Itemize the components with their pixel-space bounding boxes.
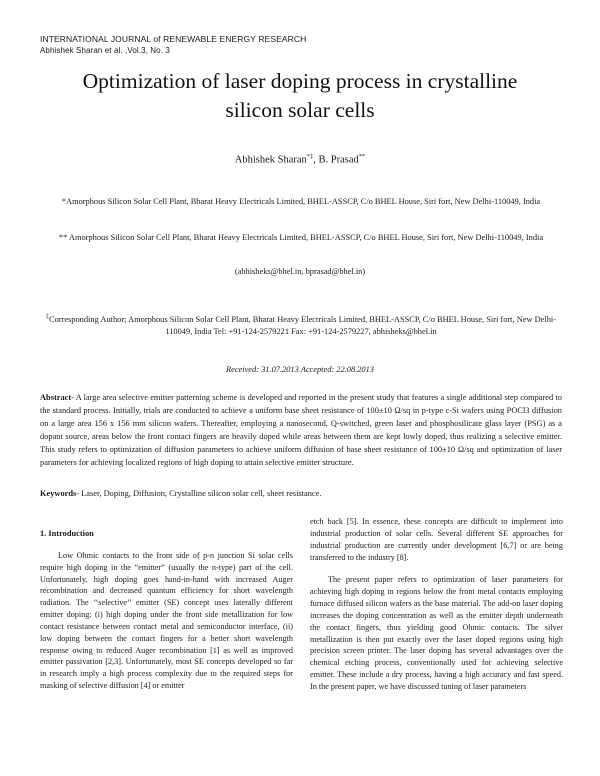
body-column-right <box>310 516 563 693</box>
section-heading-introduction: 1. Introduction <box>40 529 94 538</box>
journal-header <box>40 33 306 57</box>
keywords-label: Keywords <box>40 489 77 498</box>
body-column-left <box>40 516 293 692</box>
author-emails: (abhisheks@bhel.in, bprasad@bhel.in) <box>234 267 366 276</box>
abstract-text: - A large area selective emitter patterning scheme is developed and reported in the present study that features a single additional step compared to the standard process. Initially, trials are conducted to achieve a uniform base sheet resistance of 100±10 Ω/sq in p-type c-Si wafers using POCl3 diffusion on a large area 156 x 156 mm silicon wafers. Thereafter, employing a nanosecond, Q-switched, green laser and phosphosilicate glass layer (PSG) as a dopant source, areas below the front contact fingers are heavily doped while areas between them are kept lowly doped, thus realizing a selective emitter. This study refers to optimization of diffusion parameters to achieve uniform diffusion of base sheet resistance of 100±10 Ω/sq and optimization of laser parameters for achieving localized regions of high doping to attain selective emitter structure. <box>40 393 562 467</box>
corresponding-mark: ‡ <box>45 314 49 320</box>
author-2-marks: ** <box>358 153 366 160</box>
author-list <box>0 153 600 166</box>
paragraph-gap <box>310 563 563 574</box>
journal-citation: Abhishek Sharan et al. ,Vol.3, No. 3 <box>40 46 170 55</box>
author-2: B. Prasad <box>318 154 359 166</box>
journal-name: INTERNATIONAL JOURNAL of RENEWABLE ENERGY RESEARCH <box>40 34 307 44</box>
received-accepted-dates: Received: 31.07.2013 Accepted: 22.08.2013 <box>226 365 374 374</box>
affiliation-1: *Amorphous Silicon Solar Cell Plant, Bharat Heavy Electricals Limited, BHEL-ASSCP, C/o BHEL House, Siri fort, New Delhi-110049, India <box>61 197 541 206</box>
corresponding-text: Corresponding Author; Amorphous Silicon Solar Cell Plant, Bharat Heavy Electricals Limited, BHEL-ASSCP, C/o BHEL House, Siri fort, New Delhi-110049, India Tel: +91-124-2579221 Fax: +91-124-2579227, abhisheks@bhel.in <box>48 314 557 337</box>
author-separator: , <box>313 154 319 166</box>
author-1: Abhishek Sharan <box>234 154 307 166</box>
title-line-2: silicon solar cells <box>225 98 375 122</box>
corresponding-author-note <box>40 311 562 339</box>
intro-paragraph-continued: etch back [5]. In essence, these concepts are difficult to implement into industrial production of solar cells. Several different SE approaches for industrial production are currently under development [6,7] or are being transferred to the industry [8]. <box>310 517 563 562</box>
intro-paragraph-1: Low Ohmic contacts to the front side of p-n junction Si solar cells require high doping in the “emitter” (usually the n-type) part of the cell. Unfortunately, high doping goes hand-in-hand with increased Auger recombination and decreased quantum efficiency for short wavelength radiation. The ‘‘selective’’ emitter (SE) concept uses laterally different emitter doping: (i) high doping under the front side metallization for low contact resistance between contact metal and semiconductor interface, (ii) low doping between the contact fingers for a better short wavelength response owing to reduced Auger recombination [1] as well as improved emitter passivation [2,3]. Unfortunately, most SE concepts developed so far in research imply a high process complexity due to the required steps for masking of selective diffusion [4] or emitter <box>40 550 293 691</box>
intro-paragraph-2: The present paper refers to optimization of laser parameters for achieving high doping in regions below the front metal contacts employing furnace diffused silicon wafers as the base material. The add-on laser doping increases the doping concentration as well as the emitter depth underneath the contact fingers, thus yielding good Ohmic contacts. The silver metallization is then put exactly over the laser doped regions using high precision screen printer. The laser doping has several advantages over the chemical etching process, conventionally used for achieving selective emitter. These include a dry process, having a high accuracy and fast speed. In the present paper, we have discussed tuning of laser parameters <box>310 575 563 691</box>
author-1-marks: *‡ <box>306 153 314 160</box>
keywords-text: - Laser, Doping, Diffusion, Crystalline silicon solar cell, sheet resistance. <box>76 489 322 498</box>
keywords <box>40 488 562 500</box>
abstract-label: Abstract <box>40 393 72 402</box>
title-line-1: Optimization of laser doping process in crystalline <box>82 69 518 93</box>
affiliation-2: ** Amorphous Silicon Solar Cell Plant, Bharat Heavy Electricals Limited, BHEL-ASSCP, C/o BHEL House, Siri fort, New Delhi-110049, India <box>58 233 544 242</box>
abstract <box>40 392 562 469</box>
paper-title <box>30 67 570 125</box>
